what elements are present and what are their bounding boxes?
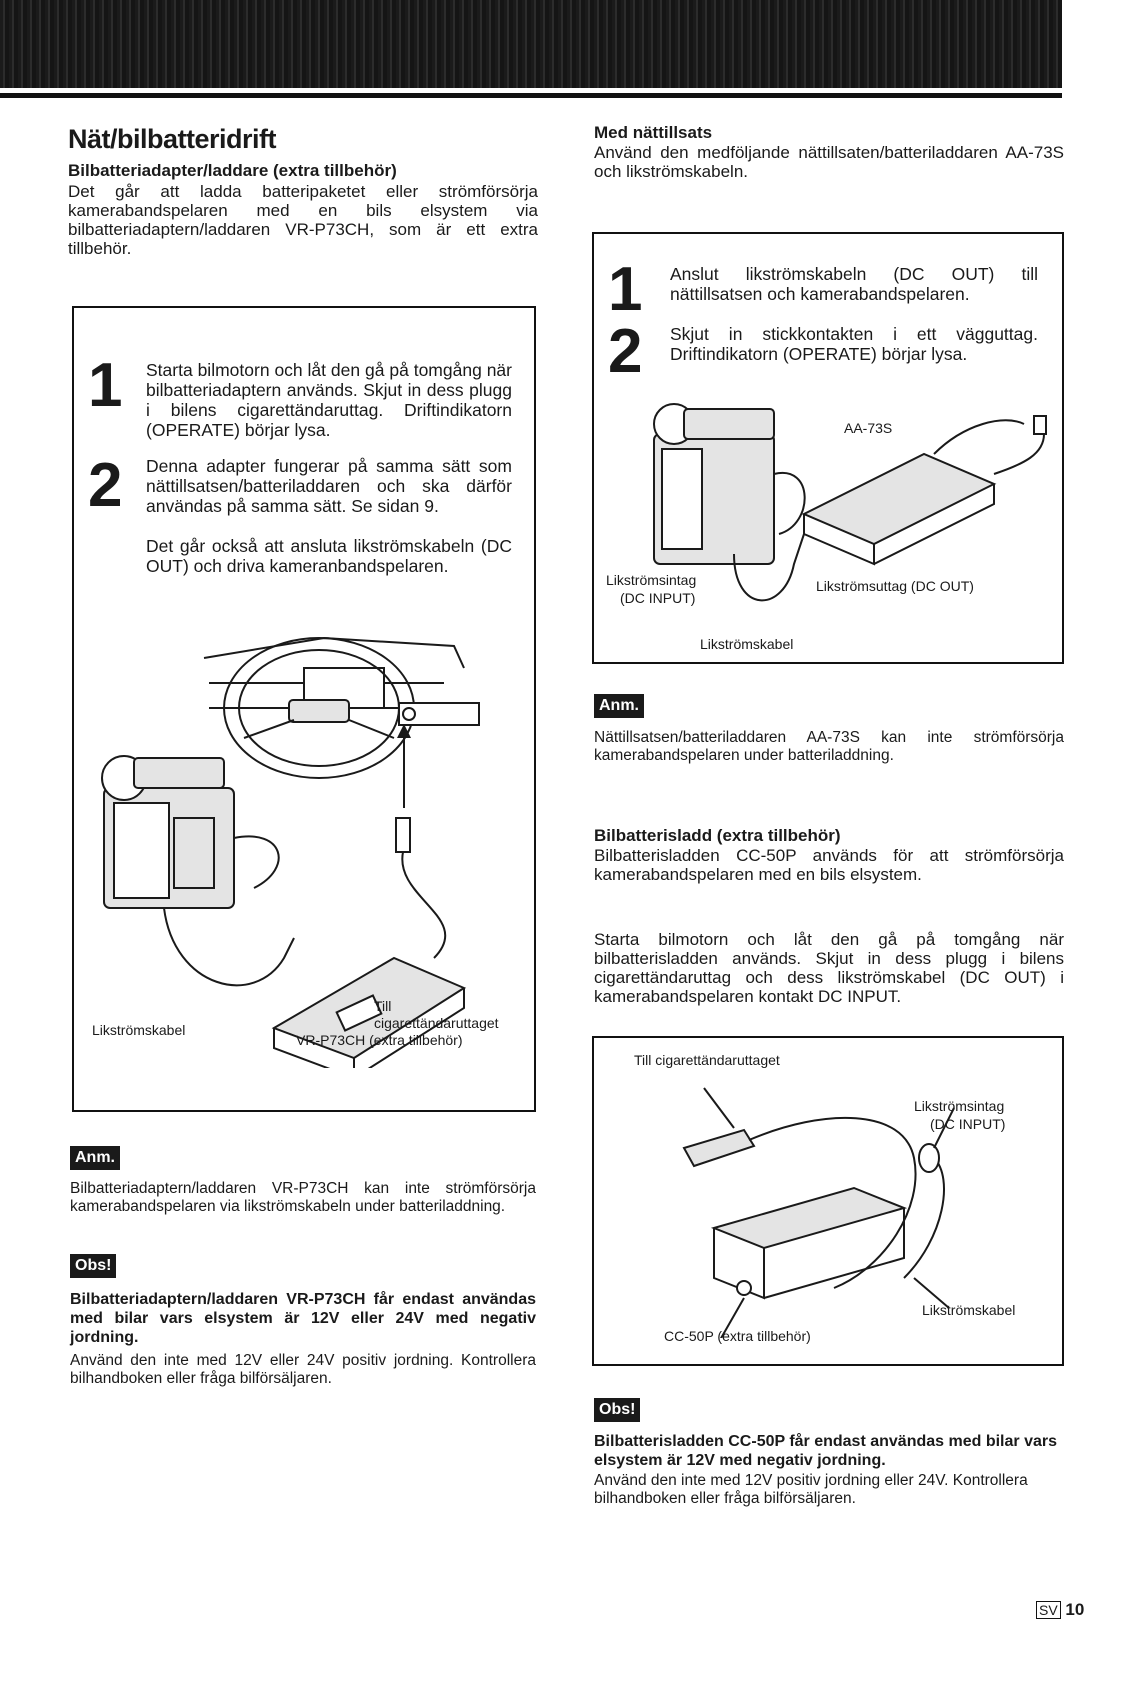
- right-intro: Använd den medföljande nättillsaten/batteriladdaren AA-73S och likströmskabeln.: [594, 143, 1064, 181]
- header-rule: [0, 93, 1062, 98]
- right-anm-badge: Anm.: [594, 694, 644, 718]
- left-obs-bold: Bilbatteriadaptern/laddaren VR-P73CH får endast användas med bilar vars elsystem är 12V eller 24V med negativ jordning.: [70, 1291, 536, 1346]
- right-obs-badge: Obs!: [594, 1398, 640, 1422]
- step-1-number: 1: [88, 351, 123, 420]
- left-subhead: Bilbatteriadapter/laddare (extra tillbehör): [68, 161, 397, 180]
- ac-fig-label-model: AA-73S: [844, 420, 893, 436]
- right-step-2-text: Skjut in stickkontakten i ett vägguttag. Driftindikatorn (OPERATE) börjar lysa.: [670, 324, 1038, 364]
- right-step-2-number: 2: [608, 317, 643, 386]
- right-section2-subhead: Bilbatterisladd (extra tillbehör): [594, 826, 841, 845]
- left-instruction-box: [72, 306, 536, 1112]
- fig-label-till: Till: [374, 998, 392, 1014]
- right-section2-intro: Bilbatterisladden CC-50P används för att strömförsörja kamerabandspelaren med en bils elsystem.: [594, 846, 1064, 884]
- left-anm-badge: Anm.: [70, 1146, 120, 1170]
- right-subhead: Med nättillsats: [594, 123, 713, 142]
- cc50p-label-till: Till cigarettändaruttaget: [634, 1052, 780, 1068]
- fig-label-cigarette: cigarettändaruttaget: [374, 1015, 499, 1031]
- car-adapter-illustration: [94, 628, 514, 1068]
- right-step-1-text: Anslut likströmskabeln (DC OUT) till nättillsatsen och kamerabandspelaren.: [670, 264, 1038, 304]
- right-section2-text: Starta bilmotorn och låt den gå på tomgång när bilbatterisladden används. Skjut in dess plugg i bilens cigarettändaruttag och dess likströmskabel (DC OUT) i kamerabandspelaren kontakt DC INPUT.: [594, 930, 1064, 1006]
- page-footer: [1036, 1600, 1084, 1620]
- ac-fig-label-input-1: Likströmsintag: [606, 572, 697, 588]
- fig-label-adapter: VR-P73CH (extra tillbehör): [296, 1032, 463, 1048]
- cc50p-label-input-2: (DC INPUT): [930, 1116, 1006, 1132]
- ac-fig-label-output: Likströmsuttag (DC OUT): [816, 578, 974, 594]
- header-band: [0, 0, 1062, 88]
- left-anm-text: Bilbatteriadaptern/laddaren VR-P73CH kan inte strömförsörja kamerabandspelaren via likströmskabeln under batteriladdning.: [70, 1180, 536, 1215]
- cc50p-figure-box: [592, 1036, 1064, 1366]
- step-1-text: Starta bilmotorn och låt den gå på tomgång när bilbatteriadaptern används. Skjut in dess plugg i bilens cigarettändaruttag. Driftindikatorn (OPERATE) börjar lysa.: [146, 360, 512, 440]
- right-obs-text: Använd den inte med 12V positiv jordning eller 24V. Kontrollera bilhandboken eller fråga bilförsäljaren.: [594, 1472, 1028, 1507]
- step-2-number: 2: [88, 451, 123, 520]
- left-intro: Det går att ladda batteripaketet eller strömförsörja kamerabandspelaren med en bils elsystem via bilbatteriadaptern/laddaren VR-P73CH, som är ett extra tillbehör.: [68, 182, 538, 258]
- cc50p-label-cable: Likströmskabel: [922, 1302, 1016, 1318]
- cc50p-label-model: CC-50P (extra tillbehör): [664, 1328, 811, 1344]
- right-instruction-box: [592, 232, 1064, 664]
- step-2-text: Denna adapter fungerar på samma sätt som nättillsatsen/batteriladdaren och ska därför användas på samma sätt. Se sidan 9.: [146, 456, 512, 516]
- ac-fig-label-input-2: (DC INPUT): [620, 590, 696, 606]
- page-number: 10: [1065, 1600, 1085, 1619]
- page-title: Nät/bilbatteridrift: [68, 124, 277, 154]
- right-step-1-number: 1: [608, 255, 643, 324]
- left-obs-text: Använd den inte med 12V eller 24V positiv jordning. Kontrollera bilhandboken eller fråga bilförsäljaren.: [70, 1352, 536, 1387]
- language-badge: SV: [1036, 1601, 1061, 1619]
- step-2-text-extra: Det går också att ansluta likströmskabeln (DC OUT) och driva kameranbandspelaren.: [146, 536, 512, 576]
- right-obs-bold: Bilbatterisladden CC-50P får endast användas med bilar vars elsystem är 12V med negativ jordning.: [594, 1433, 1057, 1469]
- left-obs-badge: Obs!: [70, 1254, 116, 1278]
- ac-fig-label-cable: Likströmskabel: [700, 636, 794, 652]
- cc50p-label-input-1: Likströmsintag: [914, 1098, 1005, 1114]
- right-anm-text: Nättillsatsen/batteriladdaren AA-73S kan inte strömförsörja kamerabandspelaren under batteriladdning.: [594, 729, 1064, 764]
- fig-label-cable: Likströmskabel: [92, 1022, 186, 1038]
